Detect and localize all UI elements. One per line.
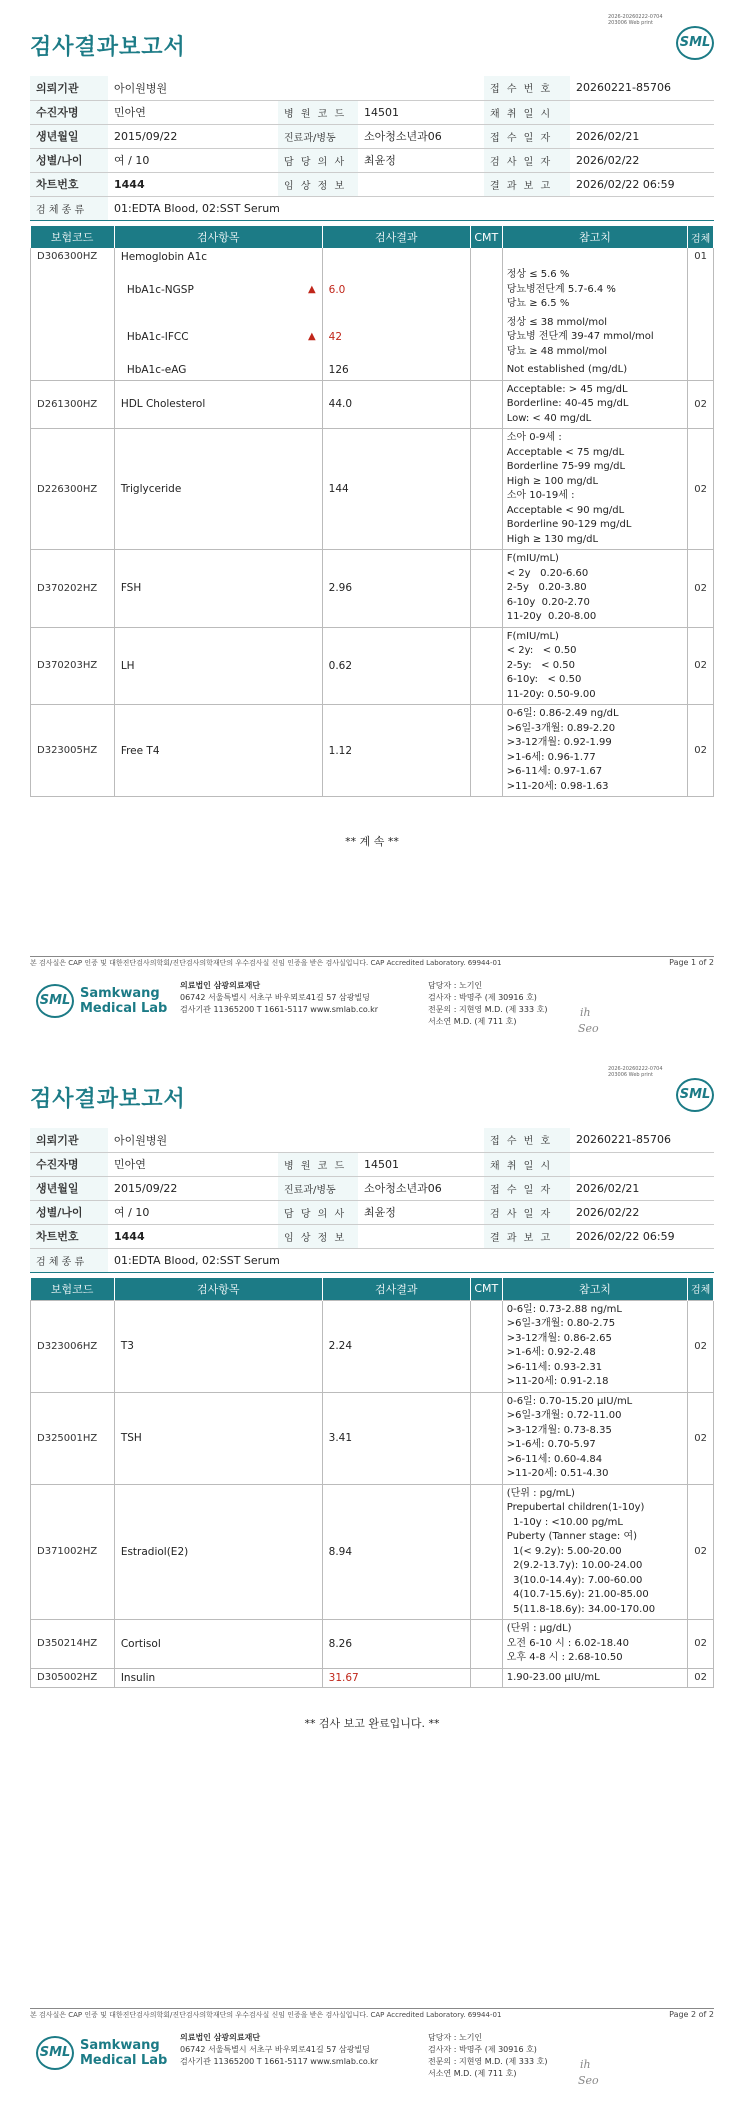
test-code: D325001HZ (31, 1392, 115, 1484)
label-tested: 검 사 일 자 (484, 1200, 570, 1224)
label-patient: 수진자명 (30, 100, 108, 124)
result-row-a1c-sub (31, 361, 714, 380)
cmt-cell (470, 1620, 502, 1669)
test-code: D350214HZ (31, 1620, 115, 1669)
test-name: FSH (114, 550, 322, 628)
sex-age-value: 여 / 10 (108, 1200, 278, 1224)
result-value: 6.0 (328, 283, 346, 296)
reference-line: >11-20세: 0.91-2.18 (506, 1376, 609, 1387)
test-name: Hemoglobin A1c (114, 248, 322, 266)
label-birth: 생년월일 (30, 1176, 108, 1200)
label-collected: 채 취 일 시 (484, 1152, 570, 1176)
result-row-a1c-sub (31, 314, 714, 362)
test-name: LH (114, 627, 322, 705)
reference-line: 11-20y 0.20-8.00 (506, 611, 597, 622)
clinical-value (358, 1224, 484, 1248)
label-reported: 결 과 보 고 (484, 1224, 570, 1248)
reference-line: 0-6일: 0.73-2.88 ng/mL (506, 1303, 622, 1315)
label-specimen: 검 체 종 류 (30, 1248, 108, 1272)
reference-line: >6-11세: 0.60-4.84 (506, 1453, 603, 1465)
chart-value: 1444 (108, 172, 278, 196)
reference-line: Borderline: 40-45 mg/dL (506, 398, 629, 409)
result-value: 2.96 (328, 582, 353, 595)
reported-value: 2026/02/22 06:59 (570, 172, 714, 196)
result-row (31, 1668, 714, 1688)
cmt-cell (470, 627, 502, 705)
reference-line: 2(9.2-13.7y): 10.00-24.00 (506, 1560, 643, 1571)
reference-line: 소아 0-9세 : (506, 432, 562, 443)
test-name: HbA1c-eAG (114, 361, 322, 380)
test-code: D226300HZ (31, 429, 115, 550)
reference-line: >3-12개월: 0.73-8.35 (506, 1424, 612, 1436)
col-result-header: 검사결과 (322, 226, 470, 248)
cmt-cell (470, 1484, 502, 1620)
reference-line: 6-10y 0.20-2.70 (506, 596, 590, 608)
specimen-value: 01:EDTA Blood, 02:SST Serum (108, 1248, 714, 1272)
specimen-code: 02 (688, 1392, 714, 1484)
col-item-header: 검사항목 (114, 226, 322, 248)
result-value: 0.62 (328, 659, 353, 672)
patient-info-table (30, 76, 714, 221)
reference-line: >1-6세: 0.92-2.48 (506, 1347, 596, 1358)
cmt-cell (470, 1668, 502, 1688)
test-name: TSH (114, 1392, 322, 1484)
reference-line: 4(10.7-15.6y): 21.00-85.00 (506, 1589, 649, 1600)
reference-line: Prepubertal children(1-10y) (506, 1502, 645, 1513)
tested-value: 2026/02/22 (570, 1200, 714, 1224)
reference-range (502, 705, 688, 797)
reference-line: >3-12개월: 0.86-2.65 (506, 1332, 612, 1344)
reference-line: Not established (mg/dL) (506, 364, 628, 375)
reference-line: (단위 : pg/mL) (506, 1487, 575, 1499)
samkwang-logo-text: Samkwang Medical Lab (80, 2038, 168, 2068)
reference-line: (단위 : µg/dL) (506, 1623, 572, 1634)
reference-range (502, 1668, 688, 1688)
label-chart: 차트번호 (30, 172, 108, 196)
result-value: 44.0 (328, 398, 353, 411)
result-row (31, 380, 714, 429)
result-cell (322, 380, 470, 429)
result-cell (322, 1300, 470, 1392)
report-page-2 (0, 1052, 744, 2104)
col-code-header: 보험코드 (31, 226, 115, 248)
reference-range (502, 1620, 688, 1669)
reference-line: 1.90-23.00 µIU/mL (506, 1671, 600, 1683)
label-receipt-no: 접 수 번 호 (484, 76, 570, 100)
reference-line: 당뇨 ≥ 6.5 % (506, 298, 570, 309)
result-value: 8.94 (328, 1545, 353, 1558)
col-result-header: 검사결과 (322, 1278, 470, 1300)
col-cmt-header: CMT (470, 1278, 502, 1300)
reference-line: 정상 ≤ 38 mmol/mol (506, 316, 608, 328)
test-name: Estradiol(E2) (114, 1484, 322, 1620)
test-code: D323005HZ (31, 705, 115, 797)
test-code: D371002HZ (31, 1484, 115, 1620)
result-cell (322, 1620, 470, 1669)
result-cell (322, 1484, 470, 1620)
specimen-code: 02 (688, 1668, 714, 1688)
label-hospital: 의뢰기관 (30, 76, 108, 100)
specimen-code: 02 (688, 550, 714, 628)
footer-cert: 본 검사실은 CAP 인증 및 대한진단검사의학회/진단검사의학재단의 우수검사실 신임 인증을 받은 검사실입니다. CAP Accredited Laboratory. 69944-01 (30, 2011, 502, 2019)
col-cmt-header: CMT (470, 226, 502, 248)
label-doctor: 담 당 의 사 (278, 148, 358, 172)
reference-line: >11-20세: 0.98-1.63 (506, 780, 609, 792)
reference-line: < 2y: < 0.50 (506, 645, 577, 656)
test-name: Triglyceride (114, 429, 322, 550)
reference-line: High ≥ 100 mg/dL (506, 475, 599, 487)
signature-2: Seo (578, 1022, 599, 1035)
reference-line: F(mIU/mL) (506, 630, 559, 642)
samkwang-logo-text: Samkwang Medical Lab (80, 986, 168, 1016)
complete-note: ** 검사 보고 완료입니다. ** (304, 1717, 440, 1730)
reference-range (502, 550, 688, 628)
high-flag-icon: ▲ (307, 331, 316, 343)
patient-value: 민아연 (108, 100, 278, 124)
result-value: 3.41 (328, 1432, 353, 1444)
result-value: 144 (328, 483, 349, 495)
col-item-header: 검사항목 (114, 1278, 322, 1300)
signature-2: Seo (578, 2074, 599, 2087)
print-stamp: 2026-20260222-0704 203006 Web print (608, 1066, 663, 1078)
result-row (31, 550, 714, 628)
specimen-code: 02 (688, 705, 714, 797)
reference-line: >6일-3개월: 0.89-2.20 (506, 722, 616, 734)
test-name (114, 314, 322, 362)
col-spec-header: 검체 (688, 1278, 714, 1300)
reference-line: Borderline 75-99 mg/dL (506, 461, 626, 472)
cmt-cell (470, 429, 502, 550)
hospital-value: 아이원병원 (108, 76, 484, 100)
clinical-value (358, 172, 484, 196)
reference-range (502, 1484, 688, 1620)
result-cell (322, 550, 470, 628)
reference-range (502, 1392, 688, 1484)
label-dept: 진료과/병동 (278, 1176, 358, 1200)
result-cell (322, 248, 470, 266)
reference-line: 1-10y : <10.00 pg/mL (506, 1516, 623, 1528)
label-chart: 차트번호 (30, 1224, 108, 1248)
cmt-cell (470, 705, 502, 797)
reference-line: Puberty (Tanner stage: 여) (506, 1531, 638, 1542)
reference-range (502, 248, 688, 266)
reference-range (502, 627, 688, 705)
specimen-code: 02 (688, 429, 714, 550)
specimen-code: 02 (688, 1620, 714, 1669)
hosp-code-value: 14501 (358, 1152, 484, 1176)
specimen-code: 02 (688, 627, 714, 705)
reference-line: 3(10.0-14.4y): 7.00-60.00 (506, 1574, 643, 1586)
reference-line: 11-20y: 0.50-9.00 (506, 688, 596, 700)
col-spec-header: 검체 (688, 226, 714, 248)
result-value: 31.67 (328, 1671, 359, 1684)
sml-logo: SML (676, 1078, 714, 1112)
label-hosp-code: 병 원 코 드 (278, 100, 358, 124)
test-name: T3 (114, 1300, 322, 1392)
reference-line: 소아 10-19세 : (506, 490, 575, 501)
reported-value: 2026/02/22 06:59 (570, 1224, 714, 1248)
col-ref-header: 참고치 (502, 226, 688, 248)
results-table (30, 226, 714, 797)
result-cell (322, 361, 470, 380)
reference-line: 0-6일: 0.70-15.20 µIU/mL (506, 1395, 633, 1407)
reference-line: 1(< 9.2y): 5.00-20.00 (506, 1545, 622, 1557)
label-birth: 생년월일 (30, 124, 108, 148)
test-name: Insulin (114, 1668, 322, 1688)
high-flag-icon: ▲ (307, 283, 316, 295)
collected-value (570, 1152, 714, 1176)
reference-line: >6-11세: 0.97-1.67 (506, 766, 603, 777)
result-row (31, 1392, 714, 1484)
sml-logo: SML (676, 26, 714, 60)
label-patient: 수진자명 (30, 1152, 108, 1176)
reference-line: Acceptable: > 45 mg/dL (506, 383, 628, 395)
col-ref-header: 참고치 (502, 1278, 688, 1300)
label-clinical: 임 상 정 보 (278, 1224, 358, 1248)
reference-line: 2-5y 0.20-3.80 (506, 582, 587, 593)
test-code: D305002HZ (31, 1668, 115, 1688)
reference-line: 오후 4-8 시 : 2.68-10.50 (506, 1652, 623, 1663)
signature-1: ih (580, 2058, 591, 2071)
cmt-cell (470, 1300, 502, 1392)
label-received: 접 수 일 자 (484, 124, 570, 148)
label-dept: 진료과/병동 (278, 124, 358, 148)
specimen-value: 01:EDTA Blood, 02:SST Serum (108, 196, 714, 220)
reference-range (502, 429, 688, 550)
dept-value: 소아청소년과06 (358, 124, 484, 148)
result-cell (322, 1668, 470, 1688)
reference-line: 당뇨 ≥ 48 mmol/mol (506, 345, 608, 357)
print-stamp: 2026-20260222-0704 203006 Web print (608, 14, 663, 26)
hospital-value: 아이원병원 (108, 1128, 484, 1152)
sml-footer-logo: SML (36, 2036, 74, 2070)
test-name-text: HbA1c-NGSP (126, 283, 194, 296)
received-value: 2026/02/21 (570, 124, 714, 148)
reference-line: >6일-3개월: 0.80-2.75 (506, 1318, 616, 1329)
doctor-value: 최윤정 (358, 148, 484, 172)
reference-line: >6-11세: 0.93-2.31 (506, 1361, 603, 1373)
specimen-code: 02 (688, 1300, 714, 1392)
result-row (31, 705, 714, 797)
test-code: D323006HZ (31, 1300, 115, 1392)
chart-value: 1444 (108, 1224, 278, 1248)
reference-line: 정상 ≤ 5.6 % (506, 269, 570, 280)
reference-range (502, 361, 688, 380)
doctor-value: 최윤정 (358, 1200, 484, 1224)
reference-line: Acceptable < 75 mg/dL (506, 446, 625, 458)
test-name: Free T4 (114, 705, 322, 797)
reference-line: 당뇨병전단계 5.7-6.4 % (506, 283, 616, 295)
test-code: D370202HZ (31, 550, 115, 628)
sml-footer-logo: SML (36, 984, 74, 1018)
dept-value: 소아청소년과06 (358, 1176, 484, 1200)
cmt-cell (470, 248, 502, 380)
footer-staff: 담당자 : 노기인 검사자 : 박명주 (제 30916 호) 전문의 : 지현영 M.D. (제 333 호) 서소연 M.D. (제 711 호) (428, 2033, 548, 2078)
reference-line: Borderline 90-129 mg/dL (506, 519, 632, 530)
cmt-cell (470, 550, 502, 628)
label-received: 접 수 일 자 (484, 1176, 570, 1200)
result-value: 2.24 (328, 1340, 353, 1352)
label-doctor: 담 당 의 사 (278, 1200, 358, 1224)
specimen-code: 02 (688, 380, 714, 429)
cmt-cell (470, 380, 502, 429)
result-value: 126 (328, 364, 349, 377)
reference-line: High ≥ 130 mg/dL (506, 533, 599, 545)
result-row-a1c-sub (31, 266, 714, 314)
label-hosp-code: 병 원 코 드 (278, 1152, 358, 1176)
label-sex-age: 성별/나이 (30, 1200, 108, 1224)
reference-range (502, 380, 688, 429)
col-code-header: 보험코드 (31, 1278, 115, 1300)
reference-line: >11-20세: 0.51-4.30 (506, 1468, 609, 1479)
label-hospital: 의뢰기관 (30, 1128, 108, 1152)
page-number: Page 2 of 2 (669, 2010, 714, 2019)
label-specimen: 검 체 종 류 (30, 196, 108, 220)
result-cell (322, 314, 470, 362)
specimen-code: 01 (688, 248, 714, 380)
reference-line: 6-10y: < 0.50 (506, 674, 582, 685)
label-tested: 검 사 일 자 (484, 148, 570, 172)
result-cell (322, 627, 470, 705)
test-code: D370203HZ (31, 627, 115, 705)
page-number: Page 1 of 2 (669, 958, 714, 967)
test-name: HDL Cholesterol (114, 380, 322, 429)
footer-org-info: 의료법인 삼광의료재단 06742 서울특별시 서초구 바우뫼로41길 57 삼광빌딩 검사기관 11365200 T 1661-5117 www.smlab.co.kr (180, 981, 379, 1014)
result-row (31, 429, 714, 550)
result-row (31, 1484, 714, 1620)
label-collected: 채 취 일 시 (484, 100, 570, 124)
result-value: 42 (328, 331, 343, 344)
reference-range (502, 314, 688, 362)
result-cell (322, 266, 470, 314)
reference-line: >1-6세: 0.70-5.97 (506, 1439, 596, 1450)
result-row-a1c-header (31, 248, 714, 266)
receipt-no-value: 20260221-85706 (570, 76, 714, 100)
test-name-text: HbA1c-IFCC (126, 331, 189, 344)
cmt-cell (470, 1392, 502, 1484)
reference-range (502, 266, 688, 314)
test-code: D261300HZ (31, 380, 115, 429)
reference-line: >6일-3개월: 0.72-11.00 (506, 1410, 622, 1421)
birth-value: 2015/09/22 (108, 124, 278, 148)
reference-line: 2-5y: < 0.50 (506, 659, 575, 671)
patient-info-table (30, 1128, 714, 1273)
specimen-code: 02 (688, 1484, 714, 1620)
label-clinical: 임 상 정 보 (278, 172, 358, 196)
footer-org-info: 의료법인 삼광의료재단 06742 서울특별시 서초구 바우뫼로41길 57 삼광빌딩 검사기관 11365200 T 1661-5117 www.smlab.co.kr (180, 2033, 379, 2066)
result-row (31, 1300, 714, 1392)
result-cell (322, 1392, 470, 1484)
sex-age-value: 여 / 10 (108, 148, 278, 172)
report-title: 검사결과보고서 (30, 35, 186, 60)
reference-line: Acceptable < 90 mg/dL (506, 504, 625, 516)
tested-value: 2026/02/22 (570, 148, 714, 172)
result-row (31, 1620, 714, 1669)
label-sex-age: 성별/나이 (30, 148, 108, 172)
collected-value (570, 100, 714, 124)
hosp-code-value: 14501 (358, 100, 484, 124)
receipt-no-value: 20260221-85706 (570, 1128, 714, 1152)
result-value: 1.12 (328, 744, 353, 757)
patient-value: 민아연 (108, 1152, 278, 1176)
test-name: Cortisol (114, 1620, 322, 1669)
continued-note: ** 계 속 ** (345, 835, 399, 848)
report-title: 검사결과보고서 (30, 1087, 186, 1112)
footer-staff: 담당자 : 노기인 검사자 : 박명주 (제 30916 호) 전문의 : 지현영 M.D. (제 333 호) 서소연 M.D. (제 711 호) (428, 981, 548, 1026)
results-table (30, 1278, 714, 1688)
test-code: D306300HZ (31, 248, 115, 380)
birth-value: 2015/09/22 (108, 1176, 278, 1200)
result-cell (322, 705, 470, 797)
reference-line: Low: < 40 mg/dL (506, 412, 592, 424)
reference-line: 오전 6-10 시 : 6.02-18.40 (506, 1637, 629, 1649)
result-row (31, 627, 714, 705)
label-reported: 결 과 보 고 (484, 172, 570, 196)
reference-line: < 2y 0.20-6.60 (506, 567, 589, 579)
reference-line: 당뇨병 전단계 39-47 mmol/mol (506, 331, 654, 342)
reference-line: F(mIU/mL) (506, 553, 559, 564)
reference-line: 5(11.8-18.6y): 34.00-170.00 (506, 1603, 656, 1615)
received-value: 2026/02/21 (570, 1176, 714, 1200)
result-value: 8.26 (328, 1637, 353, 1650)
test-name (114, 266, 322, 314)
signature-1: ih (580, 1006, 591, 1019)
result-cell (322, 429, 470, 550)
label-receipt-no: 접 수 번 호 (484, 1128, 570, 1152)
reference-range (502, 1300, 688, 1392)
reference-line: >3-12개월: 0.92-1.99 (506, 737, 612, 748)
reference-line: 0-6일: 0.86-2.49 ng/dL (506, 708, 619, 719)
footer-cert: 본 검사실은 CAP 인증 및 대한진단검사의학회/진단검사의학재단의 우수검사실 신임 인증을 받은 검사실입니다. CAP Accredited Laboratory. 69944-01 (30, 959, 502, 967)
reference-line: >1-6세: 0.96-1.77 (506, 751, 596, 763)
